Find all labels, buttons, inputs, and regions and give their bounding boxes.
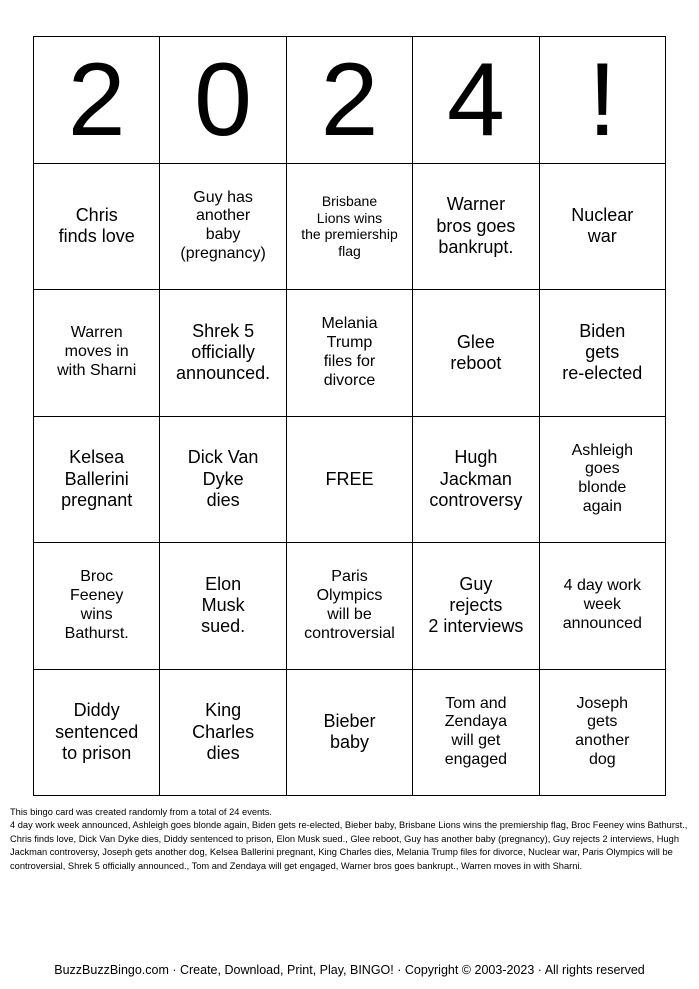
free-cell <box>287 417 413 544</box>
cell-text: Diddy sentenced to prison <box>55 700 139 763</box>
card-footer <box>10 806 690 873</box>
cell-text: Shrek 5 officially announced. <box>176 320 271 384</box>
bingo-cell <box>160 670 286 797</box>
cell-text: Kelsea Ballerini pregnant <box>61 447 133 510</box>
bingo-cell <box>160 417 286 544</box>
cell-text: Warren moves in with Sharni <box>57 324 137 380</box>
cell-text: Dick Van Dyke dies <box>187 447 259 510</box>
cell-text: Hugh Jackman controversy <box>429 447 523 510</box>
header-cell <box>540 37 666 164</box>
bingo-cell <box>540 417 666 544</box>
bingo-cell <box>34 543 160 670</box>
cell-text: Guy has another baby (pregnancy) <box>180 188 266 263</box>
header-cell <box>160 37 286 164</box>
bingo-cell <box>413 417 539 544</box>
cell-text: Ashleigh goes blonde again <box>571 441 633 516</box>
bingo-cell <box>540 290 666 417</box>
header-char: 2 <box>320 41 379 158</box>
header-char: 0 <box>194 41 253 158</box>
cell-text: Guy rejects 2 interviews <box>428 573 524 637</box>
bingo-cell <box>34 164 160 291</box>
header-cell <box>413 37 539 164</box>
cell-text: 4 day work week announced <box>562 577 642 633</box>
cell-text: Joseph gets another dog <box>575 694 630 769</box>
bingo-cell <box>413 670 539 797</box>
header-char: 2 <box>67 41 126 158</box>
bingo-cell <box>540 670 666 797</box>
cell-text: Brisbane Lions wins the premiership flag <box>301 193 398 259</box>
cell-text: Paris Olympics will be controversial <box>304 568 395 642</box>
header-char: ! <box>587 41 617 158</box>
bingo-cell <box>34 290 160 417</box>
bingo-cell <box>287 164 413 291</box>
cell-text: Chris finds love <box>58 205 135 247</box>
bingo-cell <box>413 543 539 670</box>
bingo-cell <box>287 670 413 797</box>
site-credit-line: BuzzBuzzBingo.com · Create, Download, Print, Play, BINGO! · Copyright © 2003-2023 · All rights reserved <box>54 963 645 977</box>
bingo-cell <box>160 164 286 291</box>
cell-text: Bieber baby <box>323 711 376 753</box>
bingo-cell <box>287 543 413 670</box>
cell-text: Glee reboot <box>450 331 502 373</box>
bingo-cell <box>160 543 286 670</box>
bingo-cell <box>34 417 160 544</box>
header-cell <box>287 37 413 164</box>
cell-text: Broc Feeney wins Bathurst. <box>64 568 129 642</box>
footer-summary: This bingo card was created randomly from a total of 24 events. <box>10 807 272 817</box>
footer-event-list: 4 day work week announced, Ashleigh goes blonde again, Biden gets re-elected, Bieber baby, Brisbane Lions wins the premiership flag, Broc Feeney wins Bathurst., Chris finds love, Dick Van Dyke dies, Diddy sentenced to prison, Elon Musk sued., Glee reboot, Guy has another baby (pregnancy), Guy rejects 2 interviews, Hugh Jackman controversy, Joseph gets another dog, Kelsea Ballerini pregnant, King Charles dies, Melania Trump files for divorce, Nuclear war, Paris Olympics will be controversial, Shrek 5 officially announced., Tom and Zendaya will get engaged, Warner bros goes bankrupt., Warren moves in with Sharni. <box>10 820 688 871</box>
bingo-card <box>33 36 666 796</box>
header-cell <box>34 37 160 164</box>
cell-text: FREE <box>325 468 374 489</box>
bingo-cell <box>34 670 160 797</box>
bingo-cell <box>287 290 413 417</box>
bingo-cell <box>413 164 539 291</box>
cell-text: Melania Trump files for divorce <box>321 315 378 389</box>
cell-text: Biden gets re-elected <box>562 320 643 384</box>
bingo-cell <box>540 164 666 291</box>
cell-text: Tom and Zendaya will get engaged <box>444 694 508 769</box>
cell-text: Warner bros goes bankrupt. <box>436 194 516 257</box>
bingo-cell <box>413 290 539 417</box>
bingo-cell <box>160 290 286 417</box>
cell-text: Elon Musk sued. <box>201 573 246 637</box>
cell-text: King Charles dies <box>192 700 255 763</box>
header-char: 4 <box>446 41 505 158</box>
bingo-cell <box>540 543 666 670</box>
cell-text: Nuclear war <box>571 205 634 247</box>
